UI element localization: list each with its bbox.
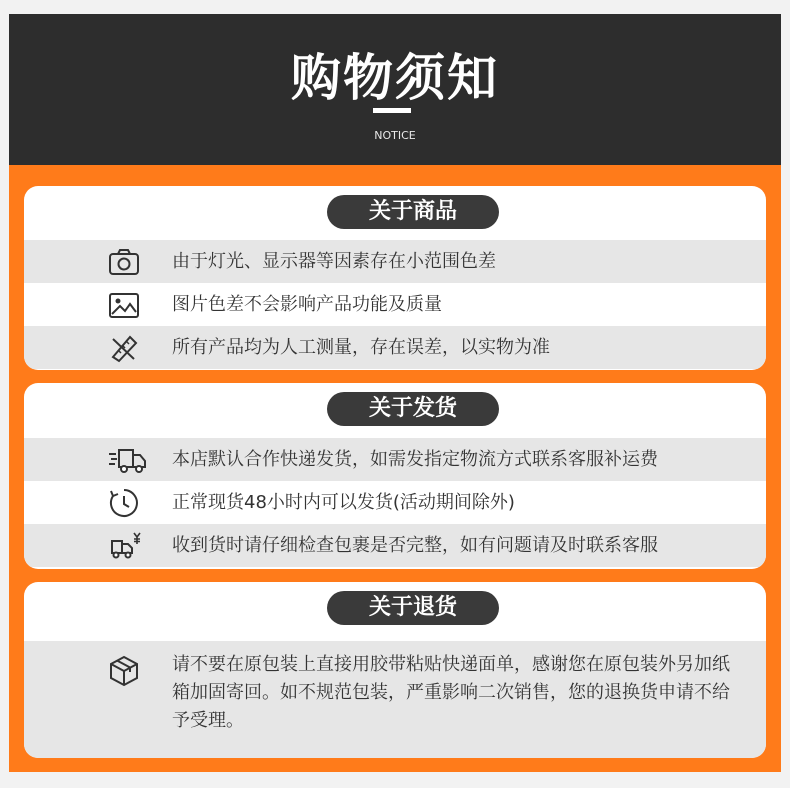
- list-item: [24, 641, 766, 758]
- list-item: [24, 481, 766, 524]
- item-text: 收到货时请仔细检查包裹是否完整，如有问题请及时联系客服: [172, 535, 658, 556]
- section-products: [24, 186, 766, 370]
- list-item: [24, 524, 766, 567]
- title-divider: [373, 108, 411, 113]
- section-returns: [24, 582, 766, 758]
- ruler-pencil-icon: [108, 333, 140, 363]
- list-item: [24, 326, 766, 369]
- item-text: 图片色差不会影响产品功能及质量: [172, 294, 442, 315]
- item-text: 请不要在原包装上直接用胶带粘贴快递面单，感谢您在原包装外另加纸箱加固寄回。如不规范包装，严重影响二次销售，您的退换货申请不给予受理。: [172, 654, 730, 731]
- section-title: 关于退货: [327, 591, 499, 625]
- camera-icon: [108, 247, 140, 277]
- truck-yen-icon: [108, 531, 140, 561]
- list-item: [24, 283, 766, 326]
- page-title: 购物须知: [291, 49, 499, 107]
- header: [9, 14, 781, 165]
- package-box-icon: [108, 655, 140, 687]
- clock-icon: [108, 488, 140, 518]
- item-text: 本店默认合作快递发货，如需发指定物流方式联系客服补运费: [172, 449, 658, 470]
- delivery-truck-icon: [108, 445, 140, 475]
- section-shipping: [24, 383, 766, 569]
- picture-icon: [108, 290, 140, 320]
- notice-frame: [9, 14, 781, 772]
- list-item: [24, 438, 766, 481]
- item-text: 所有产品均为人工测量，存在误差，以实物为准: [172, 337, 550, 358]
- section-title: 关于商品: [327, 195, 499, 229]
- section-title: 关于发货: [327, 392, 499, 426]
- item-text: 由于灯光、显示器等因素存在小范围色差: [172, 251, 496, 272]
- page-subtitle: NOTICE: [374, 129, 416, 142]
- item-text: 正常现货48小时内可以发货(活动期间除外): [172, 492, 515, 513]
- list-item: [24, 240, 766, 283]
